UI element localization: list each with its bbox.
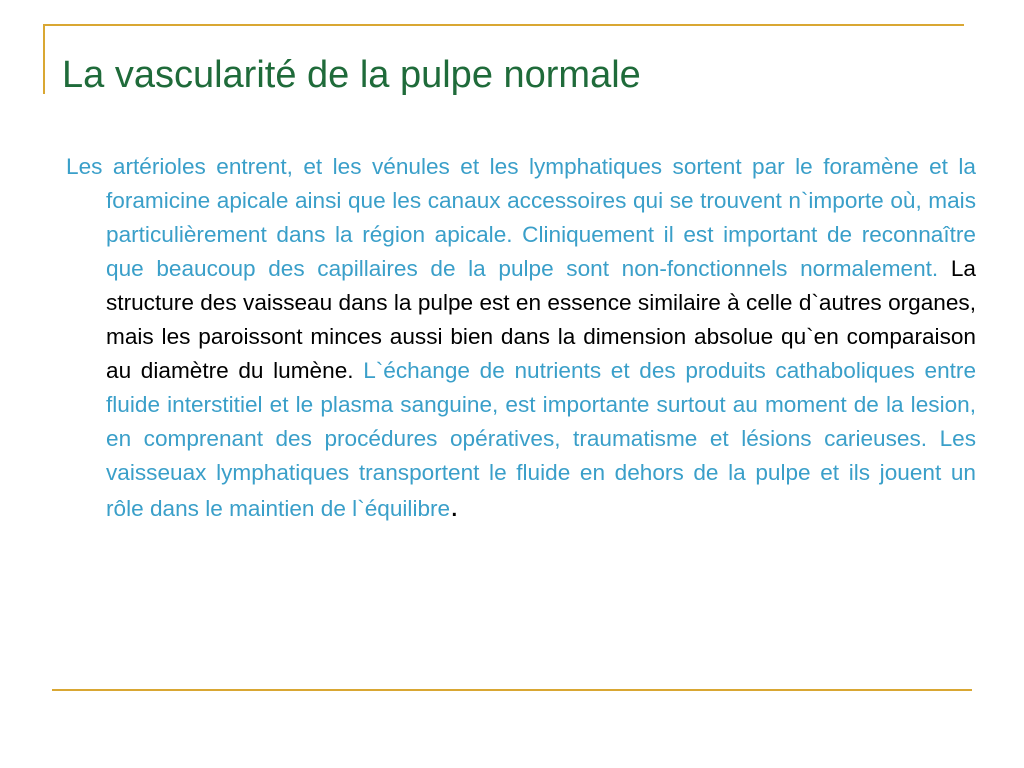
bottom-rule-line	[52, 689, 972, 691]
top-rule-line	[43, 24, 964, 26]
left-rule-line	[43, 24, 45, 94]
paragraph-segment-dark: La structure des vaisseau dans la pulpe est en essence similaire à celle d`autres organes, mais les paroissont minces aussi bien dans la dimension absolue qu`en comparaison au diamètre du lumène.	[106, 256, 976, 383]
body-paragraph	[66, 150, 976, 526]
slide-title: La vascularité de la pulpe normale	[62, 54, 641, 96]
paragraph-final-period: .	[450, 490, 459, 523]
paragraph-segment-highlighted-2: L`échange de nutrients et des produits cathaboliques entre fluide interstitiel et le plasma sanguine, est importante surtout au moment de la lesion, en comprenant des procédures opératives, traumatisme et lésions carieuses. Les vaisseuax lymphatiques transportent le fluide en dehors de la pulpe et ils jouent un rôle dans le maintien de l`équilibre	[106, 358, 977, 521]
paragraph-segment-highlighted-1: Les artérioles entrent, et les vénules et les lymphatiques sortent par le foramène et la foramicine apicale ainsi que les canaux accessoires qui se trouvent n`importe où, mais particulièrement dans la région apicale. Cliniquement il est important de reconnaître que beaucoup des capillaires de la pulpe sont non-fonctionnels normalement.	[66, 154, 976, 281]
